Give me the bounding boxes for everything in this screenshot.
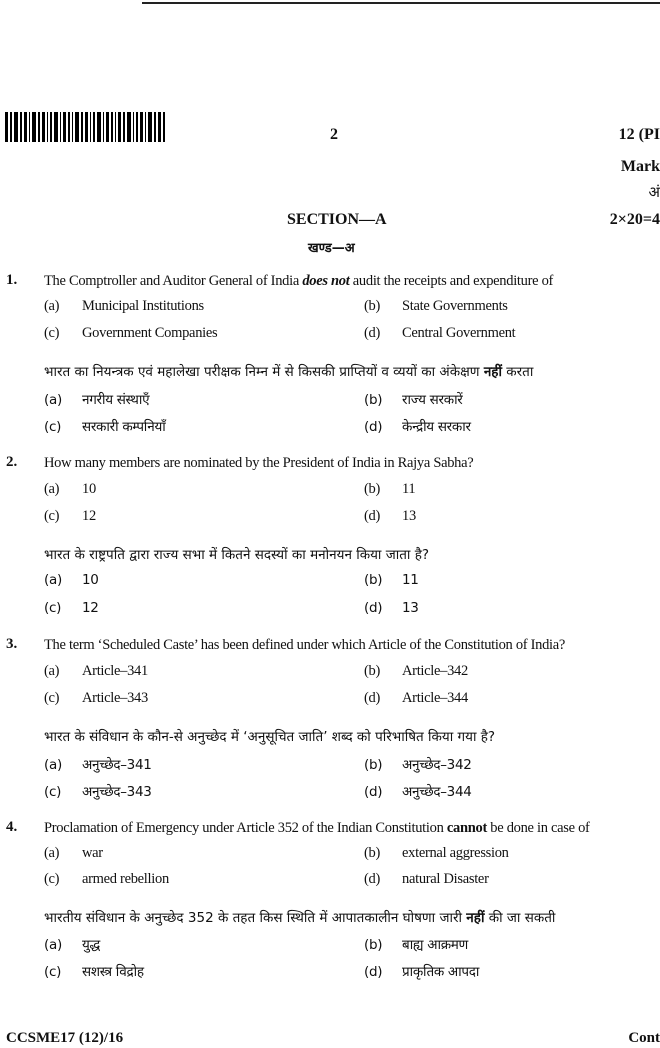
question-text: Proclamation of Emergency under Article 352 of the Indian Constitution cannot be done in case of xyxy=(44,820,590,836)
question-text-hindi: भारतीय संविधान के अनुच्छेद 352 के तहत किस स्थिति में आपातकालीन घोषणा जारी नहीं की जा सकती xyxy=(44,910,556,926)
option-a[interactable]: (a) 10 xyxy=(44,481,96,497)
section-title: SECTION—A xyxy=(287,211,387,228)
option-c[interactable]: (c) 12 xyxy=(44,508,96,524)
question-number: 3. xyxy=(6,636,18,652)
marks-label: Mark xyxy=(620,158,660,175)
option-d[interactable]: (d) Article–344 xyxy=(364,690,468,706)
question-number: 4. xyxy=(6,819,18,835)
option-d[interactable]: (d) natural Disaster xyxy=(364,871,489,887)
option-b[interactable]: (b) State Governments xyxy=(364,298,508,314)
top-rule xyxy=(142,2,660,4)
option-d[interactable]: (d) Central Government xyxy=(364,325,516,341)
option-a[interactable]: (a) Municipal Institutions xyxy=(44,298,204,314)
option-b-hindi[interactable]: (b) बाह्य आक्रमण xyxy=(364,937,469,953)
option-c-hindi[interactable]: (c) सरकारी कम्पनियाँ xyxy=(44,419,166,435)
option-c[interactable]: (c) Government Companies xyxy=(44,325,218,341)
question-text: How many members are nominated by the President of India in Rajya Sabha? xyxy=(44,455,474,471)
option-b-hindi[interactable]: (b) राज्य सरकारें xyxy=(364,392,463,408)
footer-continued: Cont xyxy=(628,1030,660,1046)
question-text-hindi: भारत के संविधान के कौन-से अनुच्छेद में ‘अनुसूचित जाति’ शब्द को परिभाषित किया गया है? xyxy=(44,729,496,745)
option-a-hindi[interactable]: (a) युद्ध xyxy=(44,937,101,953)
option-b-hindi[interactable]: (b) 11 xyxy=(364,572,419,588)
option-c[interactable]: (c) armed rebellion xyxy=(44,871,169,887)
option-b[interactable]: (b) external aggression xyxy=(364,845,509,861)
option-a-hindi[interactable]: (a) नगरीय संस्थाएँ xyxy=(44,392,150,408)
option-c-hindi[interactable]: (c) सशस्त्र विद्रोह xyxy=(44,964,144,980)
option-d-hindi[interactable]: (d) अनुच्छेद–344 xyxy=(364,784,472,800)
option-a-hindi[interactable]: (a) अनुच्छेद–341 xyxy=(44,757,152,773)
question-number: 1. xyxy=(6,272,18,288)
marks-label-hindi: अं xyxy=(648,183,660,201)
paper-code-top: 12 (PI xyxy=(618,126,660,143)
barcode xyxy=(5,112,165,142)
option-c-hindi[interactable]: (c) अनुच्छेद–343 xyxy=(44,784,152,800)
option-c-hindi[interactable]: (c) 12 xyxy=(44,600,99,616)
question-text-hindi: भारत के राष्ट्रपति द्वारा राज्य सभा में कितने सदस्यों का मनोनयन किया जाता है? xyxy=(44,547,430,563)
option-b[interactable]: (b) Article–342 xyxy=(364,663,468,679)
option-b[interactable]: (b) 11 xyxy=(364,481,416,497)
option-d-hindi[interactable]: (d) केन्द्रीय सरकार xyxy=(364,419,471,435)
option-b-hindi[interactable]: (b) अनुच्छेद–342 xyxy=(364,757,472,773)
question-text: The Comptroller and Auditor General of India does not audit the receipts and expenditure of xyxy=(44,273,554,289)
section-title-hindi: खण्ड—अ xyxy=(308,241,355,256)
option-d-hindi[interactable]: (d) प्राकृतिक आपदा xyxy=(364,964,480,980)
option-d-hindi[interactable]: (d) 13 xyxy=(364,600,419,616)
option-a[interactable]: (a) Article–341 xyxy=(44,663,148,679)
option-d[interactable]: (d) 13 xyxy=(364,508,416,524)
option-a-hindi[interactable]: (a) 10 xyxy=(44,572,99,588)
section-marks: 2×20=4 xyxy=(609,211,660,228)
page-number: 2 xyxy=(330,126,338,143)
footer-paper-code: CCSME17 (12)/16 xyxy=(6,1030,124,1046)
question-number: 2. xyxy=(6,454,18,470)
question-text: The term ‘Scheduled Caste’ has been defined under which Article of the Constitution of India? xyxy=(44,637,566,653)
option-a[interactable]: (a) war xyxy=(44,845,103,861)
option-c[interactable]: (c) Article–343 xyxy=(44,690,148,706)
question-text-hindi: भारत का नियन्त्रक एवं महालेखा परीक्षक निम्न में से किसकी प्राप्तियों व व्ययों का अंकेक्षण नहीं करता xyxy=(44,364,534,380)
